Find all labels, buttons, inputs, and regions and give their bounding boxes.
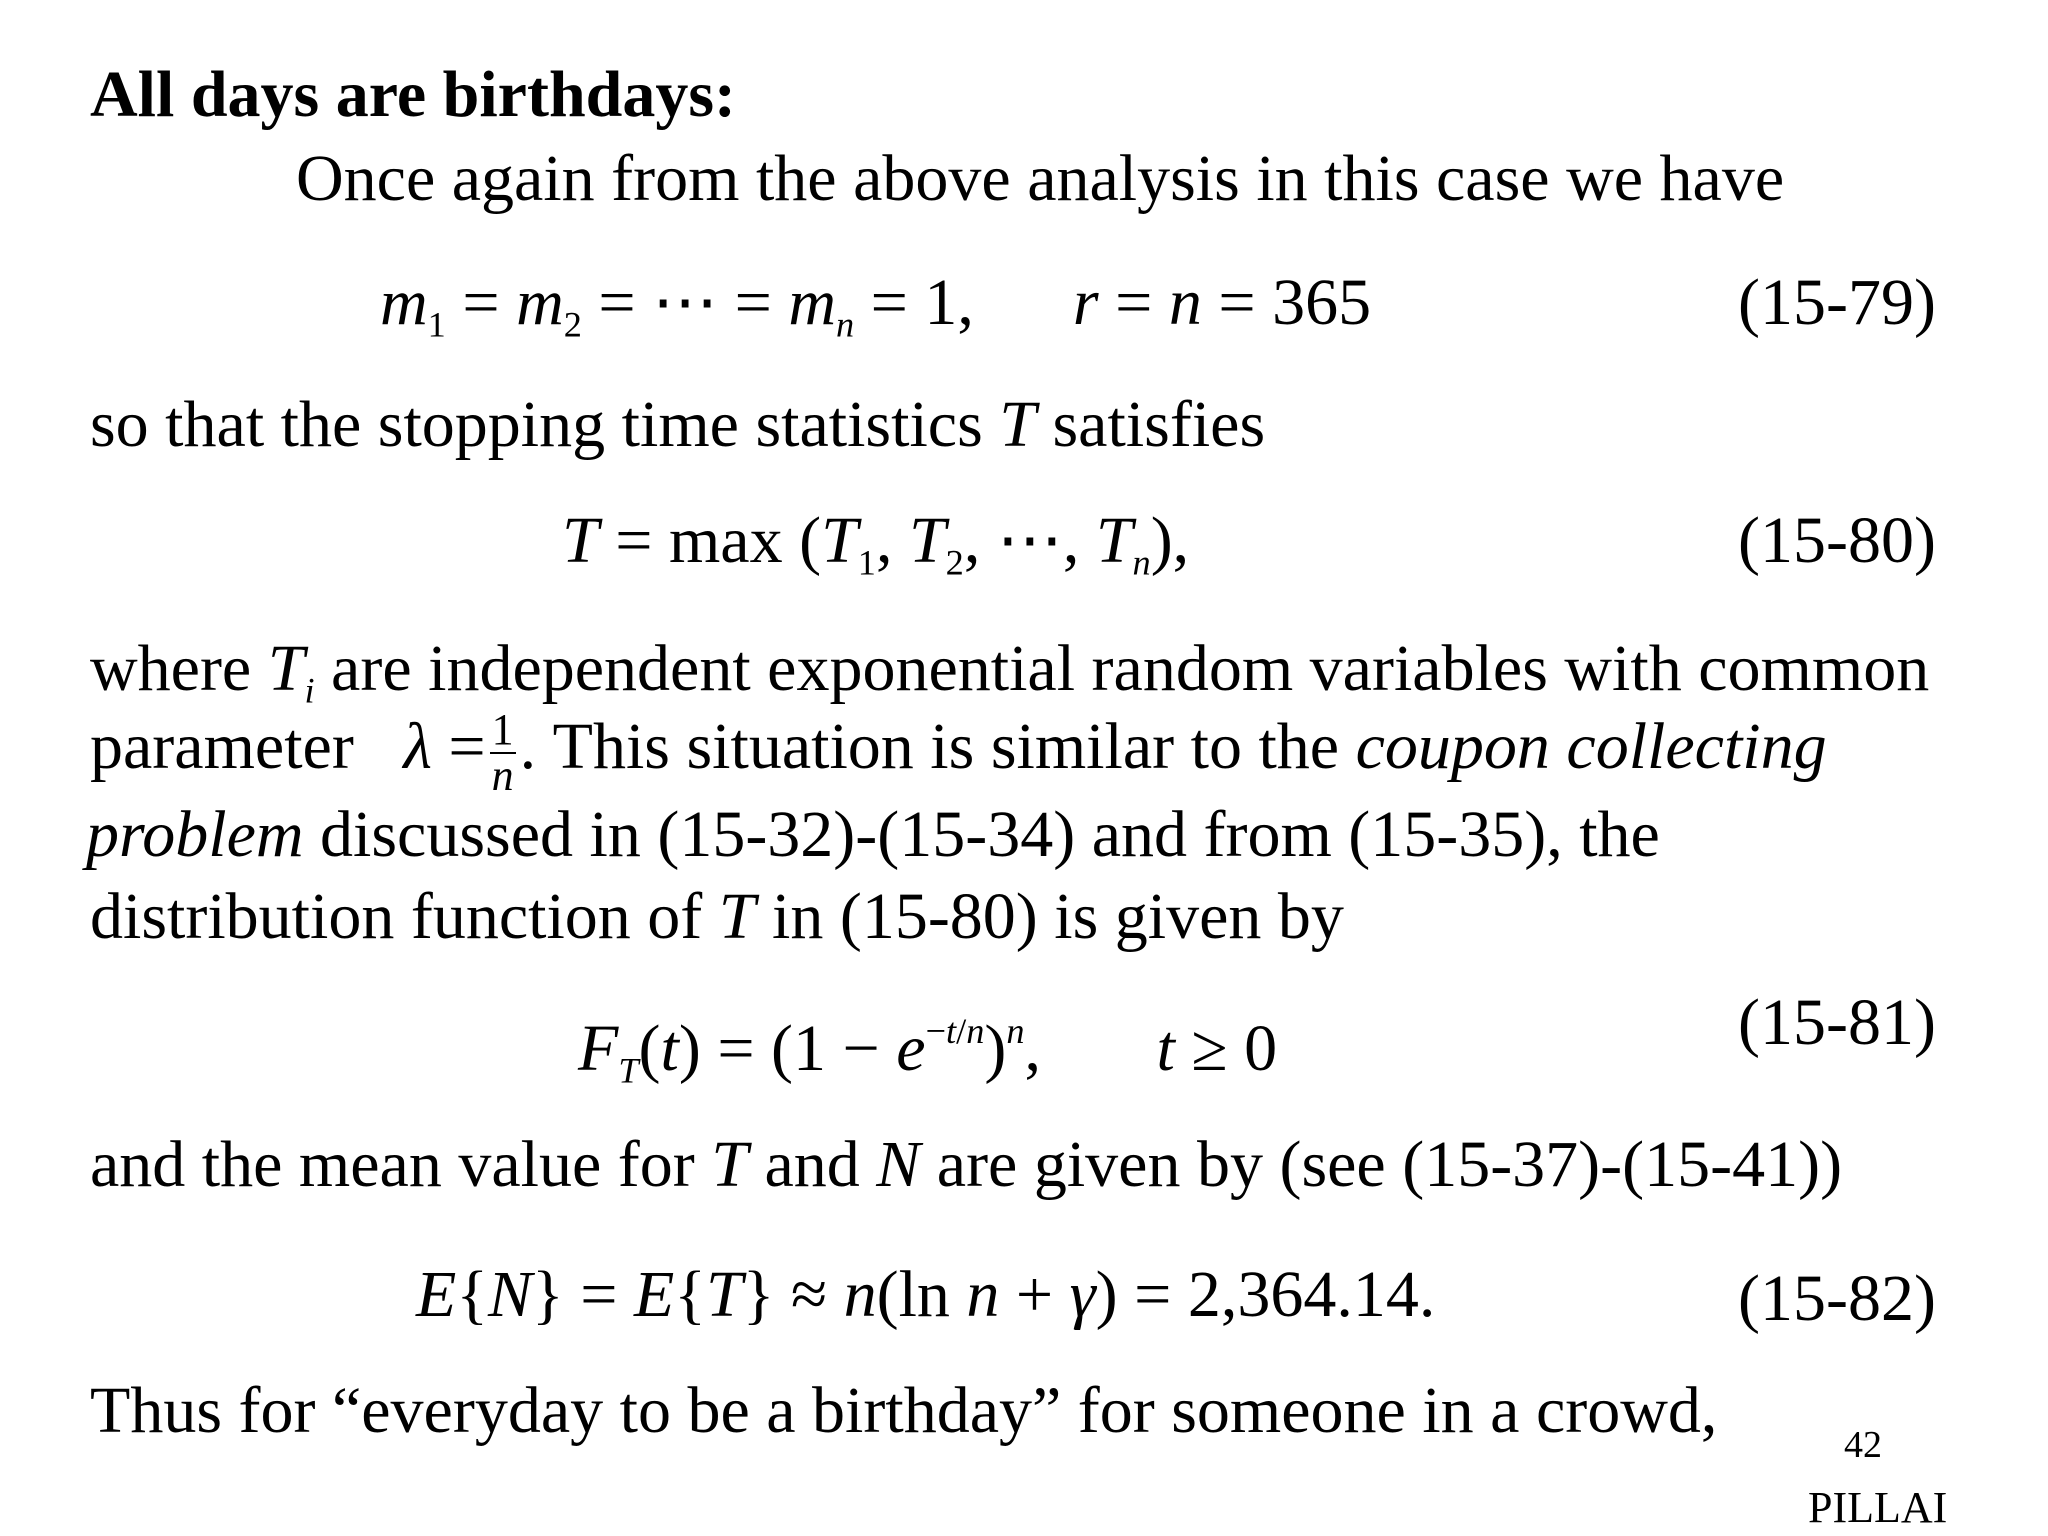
equation-number-15-79: (15-79) — [1738, 266, 1936, 339]
para-l2-a: parameter — [90, 710, 354, 784]
para-l2-italic: coupon collecting — [1355, 710, 1827, 784]
line5-var-n: N — [876, 1128, 921, 1201]
equation-15-80: $T = \max (T_1$, $T_2$, ⋯, $T_n$), — [562, 504, 1190, 583]
mean-value-line — [90, 1128, 1843, 1201]
line2-text: so that the stopping time statistics — [90, 388, 983, 461]
para-l1-a: where — [90, 632, 252, 705]
equation-15-81: $F_T(t) = (1 - e^{-t/n})^n$, t ≥ 0 — [578, 1010, 1278, 1091]
para-line-3 — [86, 798, 1660, 871]
slide-heading: All days are birthdays: — [90, 58, 737, 131]
lambda-expression: λ = — [403, 710, 486, 784]
line2-var: T — [999, 388, 1036, 461]
para-l1-b: are independent exponential random variables with common — [331, 632, 1930, 705]
intro-line: Once again from the above analysis in this case we have — [296, 142, 1785, 215]
stopping-time-line — [90, 388, 1266, 461]
page-number: 42 — [1844, 1424, 1882, 1466]
equation-15-79: $m_1 = m_2$ = ⋯ = $m_n = 1$, r = n = 365 — [380, 266, 1372, 345]
line5-var-t: T — [711, 1128, 748, 1201]
line5-b: and — [764, 1128, 860, 1201]
para-l1-var: T — [267, 632, 305, 705]
equation-number-15-82: (15-82) — [1738, 1262, 1936, 1335]
para-l1-sub: i — [304, 670, 315, 711]
author-footer: PILLAI — [1808, 1483, 1948, 1532]
para-l4-var: T — [718, 880, 756, 953]
closing-line: Thus for “everyday to be a birthday” for someone in a crowd, — [90, 1374, 1718, 1447]
para-line-1 — [90, 632, 1930, 711]
para-l2-b: . This situation is similar to the — [519, 710, 1340, 784]
para-l4-a: distribution function of — [90, 880, 703, 953]
para-line-2 — [90, 705, 1827, 800]
line5-a: and the mean value for — [90, 1128, 695, 1201]
para-l3-italic: problem — [86, 798, 304, 871]
eq82-value: 2,364.14. — [1187, 1258, 1436, 1331]
para-l3-b: discussed in (15-32)-(15-34) and from (15-35), the — [320, 798, 1660, 871]
fraction-one-over-n: $\frac{1}{n}$ — [491, 705, 514, 800]
para-l4-b: in (15-80) is given by — [772, 880, 1344, 953]
para-line-4 — [90, 880, 1344, 953]
equation-number-15-80: (15-80) — [1738, 504, 1936, 577]
equation-15-82: E{N} = E{T} ≈ n(ln n + γ) = 2,364.14. — [416, 1258, 1436, 1331]
eq79-value: 365 — [1272, 266, 1372, 339]
line2-end: satisfies — [1052, 388, 1266, 461]
equation-number-15-81: (15-81) — [1738, 986, 1936, 1059]
line5-c: are given by (see (15-37)-(15-41)) — [936, 1128, 1843, 1201]
